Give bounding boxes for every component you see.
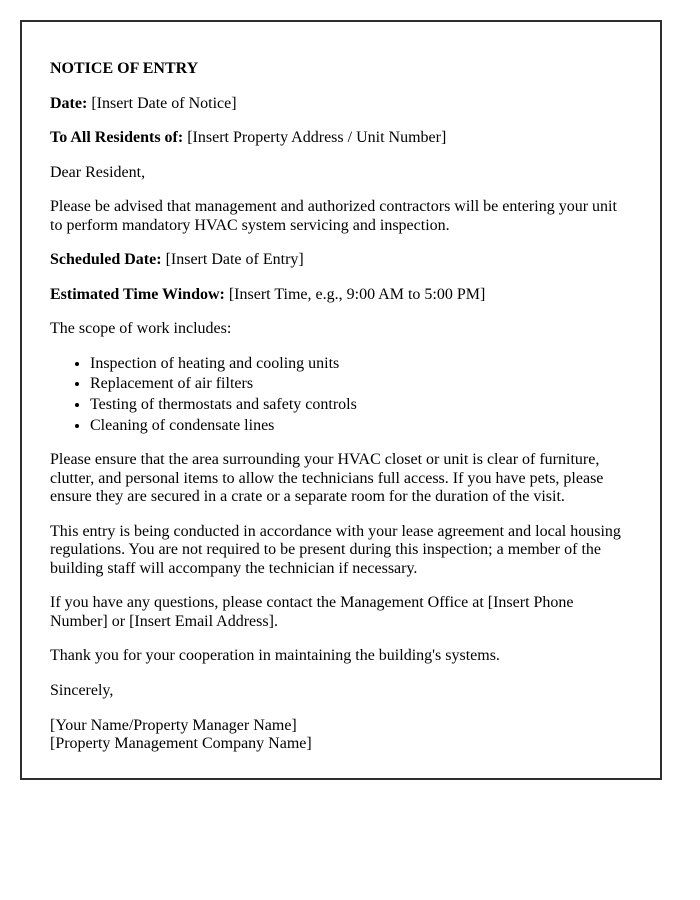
list-item: • Cleaning of condensate lines (90, 417, 632, 436)
closing: Sincerely, (50, 682, 114, 700)
scheduled-date-line (50, 251, 632, 270)
time-window-placeholder: [Insert Time, e.g., 9:00 AM to 5:00 PM] (228, 285, 486, 303)
signature-name-placeholder: [Your Name/Property Manager Name] (50, 716, 297, 734)
time-window-line (50, 286, 632, 305)
list-item: • Testing of thermostats and safety controls (90, 396, 632, 415)
scheduled-date-placeholder: [Insert Date of Entry] (165, 251, 304, 269)
list-item: • Replacement of air filters (90, 375, 632, 394)
compliance-paragraph: This entry is being conducted in accordance with your lease agreement and local housing regulations. You are not required to be present during this inspection; a member of the building staff will accompany the technician if necessary. (50, 522, 621, 577)
signature-block (50, 717, 632, 754)
time-window-label: Estimated Time Window: (50, 285, 225, 303)
recipients-placeholder: [Insert Property Address / Unit Number] (187, 129, 447, 147)
signature-company-placeholder: [Property Management Company Name] (50, 735, 312, 753)
scope-intro: The scope of work includes: (50, 320, 232, 338)
access-paragraph: Please ensure that the area surrounding your HVAC closet or unit is clear of furniture, clutter, and personal items to allow the technicians full access. If you have pets, please ensure they are secured in a crate or a separate room for the duration of the visit. (50, 451, 604, 506)
recipients-line (50, 129, 632, 148)
date-line (50, 95, 632, 114)
thanks-paragraph: Thank you for your cooperation in maintaining the building's systems. (50, 647, 500, 665)
scope-of-work-list (50, 355, 632, 435)
date-label: Date: (50, 94, 88, 112)
intro-paragraph: Please be advised that management and authorized contractors will be entering your unit to perform mandatory HVAC system servicing and inspection. (50, 198, 617, 234)
scheduled-date-label: Scheduled Date: (50, 251, 162, 269)
list-item: • Inspection of heating and cooling units (90, 355, 632, 374)
recipients-label: To All Residents of: (50, 129, 184, 147)
salutation: Dear Resident, (50, 163, 146, 181)
date-placeholder: [Insert Date of Notice] (91, 94, 237, 112)
document-title: NOTICE OF ENTRY (50, 60, 199, 77)
contact-paragraph: If you have any questions, please contact the Management Office at [Insert Phone Number] or [Insert Email Address]. (50, 594, 574, 630)
notice-letter (20, 20, 662, 780)
